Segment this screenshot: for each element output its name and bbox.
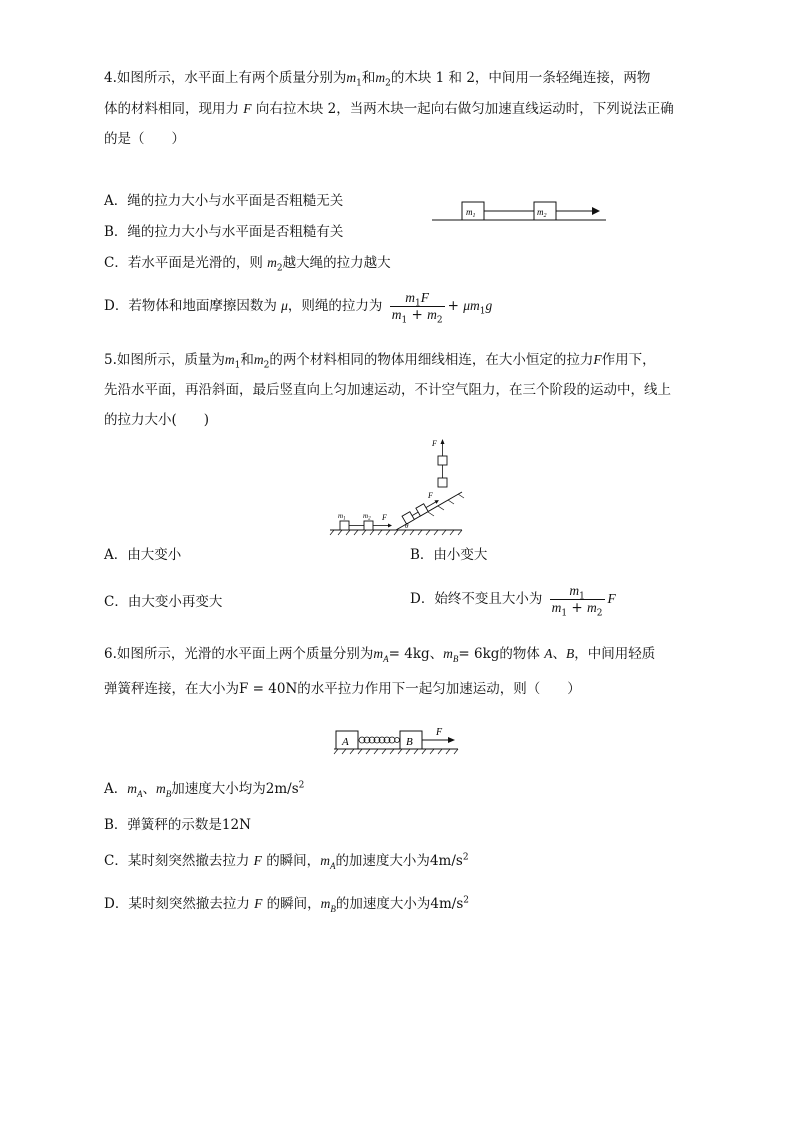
q4-line-2: 体的材料相同，现用力 F 向右拉木块 2，当两木块一起向右做匀加速直线运动时，下列说法正确 — [104, 101, 674, 117]
svg-text:m2: $m_2$ — [363, 512, 371, 522]
q6-figure-spring — [332, 725, 462, 757]
q5-line-2: 先沿水平面，再沿斜面，最后竖直向上匀加速运动，不计空气阻力，在三个阶段的运动中，线上 — [104, 382, 671, 398]
q5-number: 5. — [104, 352, 117, 368]
svg-text:m2: $m_2$ — [537, 207, 547, 219]
q6-option-d[interactable]: D．某时刻突然撤去拉力 F 的瞬间，$m_B$的加速度大小为$4m/s^2$ — [104, 895, 470, 914]
fig-label-m1: m — [466, 207, 473, 217]
svg-text:F: F — [432, 439, 437, 448]
q6-line-1: 6.如图所示，光滑的水平面上两个质量分别为$m_A= 4kg$、$m_B= 6kg$的物体 A、B，中间用轻质 — [104, 646, 656, 664]
q4-option-c[interactable]: C．若水平面是光滑的，则 $m_2$越大绳的拉力越大 — [104, 255, 391, 274]
q4-line-3: 的是（ ） — [104, 131, 185, 147]
q6-option-c[interactable]: C．某时刻突然撤去拉力 F 的瞬间，$m_A$的加速度大小为$4m/s^2$ — [104, 852, 469, 871]
q5-line-3: 的拉力大小( ) — [104, 412, 210, 428]
q4-tension-fraction: $\frac{m_1F}{m_1 + m_2}$ — [391, 290, 443, 326]
svg-text:θ: θ — [405, 522, 409, 530]
q5-tension-fraction: $\frac{m_1}{m_1 + m_2}$ — [551, 583, 603, 619]
q6-option-b[interactable]: B．弹簧秤的示数是12N — [104, 817, 251, 833]
q4-option-d[interactable]: D．若物体和地面摩擦因数为 μ，则绳的拉力为 $\frac{m_1F}{m_1 + m_2}$ + $\mu m_1g$ — [104, 290, 493, 326]
svg-text:F: F — [436, 727, 443, 738]
q6-line-2: 弹簧秤连接，在大小为F = 40N的水平拉力作用下一起匀加速运动，则（ ） — [104, 681, 581, 697]
fig-block-a-label: A — [342, 736, 349, 748]
svg-text:F: F — [382, 513, 387, 522]
q4-option-b[interactable]: B．绳的拉力大小与水平面是否粗糙有关 — [104, 224, 344, 240]
q5-option-a[interactable]: A．由大变小 — [104, 547, 182, 563]
q5-option-c[interactable]: C．由大变小再变大 — [104, 594, 223, 610]
q4-figure-blocks — [430, 196, 610, 226]
q5-option-b[interactable]: B．由小变大 — [410, 547, 488, 563]
fig-block-b-label: B — [406, 736, 413, 748]
q4-option-a[interactable]: A．绳的拉力大小与水平面是否粗糙无关 — [104, 193, 344, 209]
fig-label-m2: m — [537, 207, 544, 217]
svg-text:F: F — [428, 491, 433, 500]
svg-text:m1: $m_1$ — [466, 207, 476, 219]
svg-text:m1: $m_1$ — [338, 512, 346, 522]
q4-line-1: 4.如图所示，水平面上有两个质量分别为$m_1$和$m_2$的木块 1 和 2，中间用一条轻绳连接，两物 — [104, 70, 651, 89]
q6-option-a[interactable]: A．$m_A$、$m_B$加速度大小均为$2m/s^2$ — [104, 780, 305, 799]
q4-number: 4. — [104, 70, 117, 86]
q6-number: 6. — [104, 646, 117, 662]
q5-line-1: 5.如图所示，质量为$m_1$和$m_2$的两个材料相同的物体用细线相连，在大小恒定的拉力F作用下， — [104, 352, 656, 371]
q5-figure-incline — [328, 436, 468, 540]
q5-option-d[interactable]: D．始终不变且大小为 $\frac{m_1}{m_1 + m_2}$ F — [410, 583, 616, 619]
